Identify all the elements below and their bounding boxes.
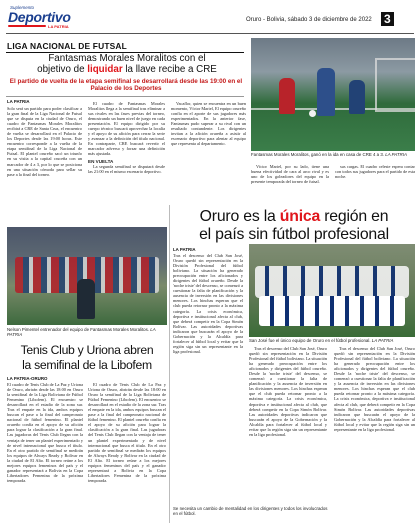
art2-text-cont: Tras el descenso del Club San José, Oruro quedó sin representación en la División Profesional del fútbol boliviano. La situación ha generado preocupación entre los aficionados y dirigentes del fútbol orureño. Desde la 'noche triste' del descenso, se comenzó a cuestionar la falta de planificación y la ausencia de inversión en las divisiones menores. Los hinchas esperan que el club pueda retornar pronto a la máxima categoría. La crisis económica, deportiva e institucional afecta al club, que deberá competir en la Copa Simón Bolívar. Las autoridades deportivas indicaron que buscarán el apoyo de la Gobernación y la Alcaldía para fortalecer al fútbol local y evitar que la región siga sin un representante en la liga profesional. <box>249 346 327 437</box>
headline-2-line1 <box>172 208 416 226</box>
futsal-photo-caption <box>251 152 415 157</box>
art3-text-cont: El cuadro de Tenis Club de La Paz y Uriona de Oruro, abrirán desde las 18:00 en Oruro la semifinal de la Liga Boliviana de Fútbol Femenino (Libofem). El encuentro se desarrollará en el estadio de la zona sur. Tras el empate en la ida, ambos equipos buscan el pase a la final del campeonato nacional de fútbol femenino. El plantel orureño confía en el apoyo de su afición para lograr la clasificación a la gran final. Las jugadoras del Tenis Club llegan con la ventaja de tener un plantel experimentado y de nivel internacional que busca el título. En el otro partido de semifinal se medirán los equipos de Always Ready y Bolívar en la ciudad de El Alto. El torneo reúne a los mejores equipos femeninos del país y el ganador representará a Bolivia en la Copa Libertadores Femenina de la próxima temporada. <box>88 382 166 483</box>
headline-3-line1: Tenis Club y Uriona abren <box>20 343 154 357</box>
headline-1-line2 <box>7 64 247 75</box>
pimentel-caption <box>7 327 167 337</box>
san-jose-caption-text: San José fue el único equipo de Oruro en el fútbol profesional. <box>249 338 371 343</box>
deportivo-logo <box>6 4 76 30</box>
art1-col2 <box>88 101 165 223</box>
player-red <box>279 78 295 114</box>
player-blue-2 <box>349 80 365 114</box>
art2-text: Tras el descenso del Club San José, Oruro quedó sin representación en la División Profesional del fútbol boliviano. La situación ha generado preocupación entre los aficionados y dirigentes del fútbol orureño. Desde la 'noche triste' del descenso, se comenzó a cuestionar la falta de planificación y la ausencia de inversión en las divisiones menores. Los hinchas esperan que el club pueda retornar pronto a la máxima categoría. La crisis económica, deportiva e institucional afecta al club, que deberá competir en la Copa Simón Bolívar. Las autoridades deportivas indicaron que buscarán el apoyo de la Gobernación y la Alcaldía para fortalecer al fútbol local y evitar que la región siga sin un representante en la liga profesional. <box>173 253 243 354</box>
column-rule-1 <box>169 205 170 523</box>
futsal-caption-text: Fantasmas Morales Moralitos, ganó en la ida en casa de CRE 4 a 3. <box>251 152 385 157</box>
art1-col2b-text: La segunda semifinal se disputará desde las 21:00 en el mismo escenario deportivo. <box>88 163 165 174</box>
headline-3 <box>7 343 167 373</box>
art2-col1 <box>173 253 243 503</box>
byline-1: LA PATRIA <box>7 99 30 104</box>
art2-col2 <box>249 346 327 496</box>
pimentel-caption-text: Nelson Pimentel entrenador del equipo de Fantasmas Morales Moralitos. <box>7 327 150 332</box>
page-number: 3 <box>384 12 391 26</box>
art1-col2-heading: EN VUELTA <box>88 158 114 164</box>
header <box>0 0 420 36</box>
futsal-photo <box>251 38 415 151</box>
subtitle-rule <box>6 96 244 97</box>
headline-2-highlight: única <box>279 208 321 225</box>
san-jose-caption-credit: LA PATRIA <box>371 338 394 343</box>
byline-3: LA PATRIA-ORURO <box>7 376 48 381</box>
futsal-caption-credit: LA PATRIA <box>385 152 407 157</box>
art1-col5 <box>335 164 415 206</box>
pimentel-caption-credit: LA PATRIA <box>7 327 156 338</box>
brand-tag: LA PATRIA <box>48 24 69 29</box>
san-jose-caption <box>249 338 415 343</box>
headline-2-pre: Oruro es la <box>199 208 280 225</box>
ball <box>309 110 316 117</box>
art3-col2 <box>88 382 166 524</box>
dateline: Oruro - Bolivia, sábado 3 de diciembre de 2022 <box>246 17 372 23</box>
pimentel-photo <box>7 227 167 325</box>
art1-col3 <box>171 101 246 205</box>
page-number-box <box>381 12 394 26</box>
brand-main: Deportivo <box>8 9 71 25</box>
headline-1-line1: Fantasmas Morales Moralitos con el <box>48 53 206 64</box>
art1-col4 <box>251 164 329 206</box>
art1-col5-text: sus cargas. El cuadro celeste espera contar con todos sus jugadores para el partido de esta noche. <box>335 164 415 180</box>
san-jose-photo <box>249 244 415 337</box>
headline-2 <box>172 208 416 244</box>
art1-col1 <box>7 106 82 221</box>
art1-col1-text: Solo será un partido para poder clasificar a la gran final de la Liga Nacional de Futsal que se disputa en la ciudad de Oruro, el cuadro de Fantasmas Morales Moralitos recibirá a CRE de Santa Cruz, el encuentro de vuelta se desarrollará en el Palacio de los Deportes desde las 19:00 horas. Este encuentro corresponde a la vuelta de la etapa semifinal de la Liga Nacional de Futsal. El plantel orureño sacó un triunfo en su visita a la capital cruceña con un marcador de 4 a 3, por lo que se posiciona en una situación cómoda para sellar su pase a la final del torneo. <box>7 106 82 177</box>
team-front-row <box>259 296 405 326</box>
brand-small: Suplemento <box>10 5 35 10</box>
byline-2: LA PATRIA <box>173 247 196 252</box>
headline-1-highlight: liquidar <box>87 64 123 76</box>
subtitle-1: El partido de vuelta de la etapa semifinal se desarrollará desde las 19:00 en el Palacio de los Deportes <box>9 78 243 93</box>
logo-swoosh <box>8 25 46 27</box>
headline-1 <box>7 53 247 76</box>
goal-net <box>375 58 415 112</box>
bottom-caption: Se necesita un cambio de mentalidad en los dirigentes y todos los involucrados en el fútbol. <box>173 506 328 517</box>
art3-text: El cuadro de Tenis Club de La Paz y Uriona de Oruro, abrirán desde las 18:00 en Oruro la semifinal de la Liga Boliviana de Fútbol Femenino (Libofem). El encuentro se desarrollará en el estadio de la zona sur. Tras el empate en la ida, ambos equipos buscan el pase a la final del campeonato nacional de fútbol femenino. El plantel orureño confía en el apoyo de su afición para lograr la clasificación a la gran final. Las jugadoras del Tenis Club llegan con la ventaja de tener un plantel experimentado y de nivel internacional que busca el título. En el otro partido de semifinal se medirán los equipos de Always Ready y Bolívar en la ciudad de El Alto. El torneo reúne a los mejores equipos femeninos del país y el ganador representará a Bolivia en la Copa Libertadores Femenina de la próxima temporada. <box>7 382 83 483</box>
art1-col3-text: Vacaflor, quien se encuentra en un buen momento, Víctor Mariel, El equipo orureño confía en el aporte de sus jugadores más experimentados. En la anterior fase, Fantasmas pudo superar a su rival con un resultado contundente. Los dirigentes invitan a la afición orureña a asistir al escenario deportivo para alentar al equipo que representa al departamento. <box>171 101 246 147</box>
art2-text-cont2: Tras el descenso del Club San José, Oruro quedó sin representación en la División Profesional del fútbol boliviano. La situación ha generado preocupación entre los aficionados y dirigentes del fútbol orureño. Desde la 'noche triste' del descenso, se comenzó a cuestionar la falta de planificación y la ausencia de inversión en las divisiones menores. Los hinchas esperan que el club pueda retornar pronto a la máxima categoría. La crisis económica, deportiva e institucional afecta al club, que deberá competir en la Copa Simón Bolívar. Las autoridades deportivas indicaron que buscarán el apoyo de la Gobernación y la Alcaldía para fortalecer al fútbol local y evitar que la región siga sin un representante en la liga profesional. <box>334 346 415 432</box>
team-back-row <box>255 266 409 298</box>
art3-col1 <box>7 382 83 524</box>
headline-3-line2: la semifinal de la Libofem <box>22 358 152 372</box>
headline-1-post: la llave recibe a CRE <box>122 64 217 76</box>
headline-1-pre: objetivo de <box>37 64 88 76</box>
player-blue-1 <box>317 68 335 116</box>
headline-2-post: región en <box>320 208 389 225</box>
section-title: LIGA NACIONAL DE FUTSAL <box>7 41 127 51</box>
header-rule <box>6 33 414 34</box>
headline-2-line2: el país sin fútbol profesional <box>199 226 389 243</box>
art2-col3 <box>334 346 415 506</box>
art1-col4-text: Víctor Mariel, por su lado, tiene una buena efectividad de cara al arco rival y es uno de los goleadores del equipo en la presente temporada del torneo de futsal. <box>251 164 329 185</box>
art1-col2-text: El cuadro de Fantasmas Morales Moralitos llega a la semifinal tras eliminar a sus rivales en las fases previas del torneo, demostrando un buen nivel de juego en cada presentación. El equipo dirigido por su cuerpo técnico buscará aprovechar la localía y el apoyo de su afición para cerrar la serie y avanzar a la definición del título nacional. En contraparte, CRE buscará revertir el marcador adverso y forzar una definición más ajustada. <box>88 101 165 157</box>
coach-figure <box>77 279 95 319</box>
